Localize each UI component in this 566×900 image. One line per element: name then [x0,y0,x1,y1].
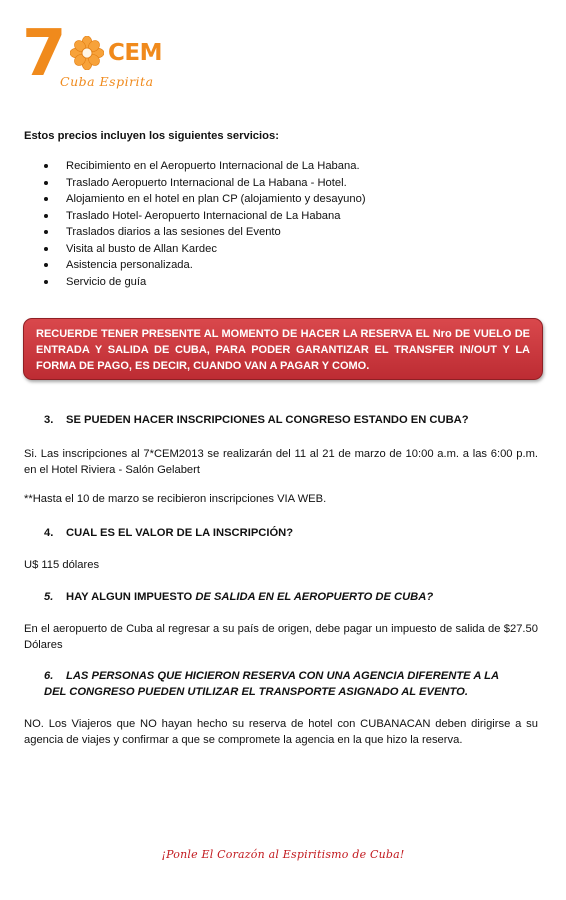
services-list [40,158,366,290]
footer-slogan: ¡Ponle El Corazón al Espiritismo de Cuba! [161,848,405,861]
list-item: Alojamiento en el hotel en plan CP (alojamiento y desayuno) [40,191,366,208]
reservation-notice: RECUERDE TENER PRESENTE AL MOMENTO DE HACER LA RESERVA EL Nro DE VUELO DE ENTRADA Y SALIDA DE CUBA, PARA PODER GARANTIZAR EL TRANSFER IN/OUT Y LA FORMA DE PAGO, ES DECIR, CUANDO VAN A PAGAR Y COMO. [23,318,543,380]
intro-heading: Estos precios incluyen los siguientes servicios: [24,130,279,142]
question-4-heading [44,525,293,541]
question-number: 3. [44,414,54,426]
list-item: Asistencia personalizada. [40,257,366,274]
question-text: SE PUEDEN HACER INSCRIPCIONES AL CONGRESO ESTANDO EN CUBA? [66,414,469,426]
answer-6-paragraph: NO. Los Viajeros que NO hayan hecho su reserva de hotel con CUBANACAN deben dirigirse a su agencia de viajes y confirmar a que se compromete la agencia en la que hizo la reserva. [24,718,538,746]
answer-3-paragraph: Si. Las inscripciones al 7*CEM2013 se realizarán del 11 al 21 de marzo de 10:00 a.m. a las 6:00 p.m. en el Hotel Riviera - Salón Gelabert [24,448,538,476]
question-text: CUAL ES EL VALOR DE LA INSCRIPCIÓN? [66,527,294,539]
question-5-heading [44,589,433,605]
list-item: Recibimiento en el Aeropuerto Internacional de La Habana. [40,158,366,175]
list-item: Servicio de guía [40,274,366,291]
logo [22,17,162,100]
answer-3-note: **Hasta el 10 de marzo se recibieron inscripciones VIA WEB. [24,493,327,505]
logo-tagline: Cuba Espirita [60,74,154,89]
list-item: Traslado Hotel- Aeropuerto Internacional de La Habana [40,208,366,225]
question-number: 5. [44,591,54,603]
question-number: 6. [44,670,54,682]
question-number: 4. [44,527,54,539]
question-text-plain: HAY ALGUN IMPUESTO [66,591,193,603]
question-3-heading [44,412,469,428]
list-item: Visita al busto de Allan Kardec [40,241,366,258]
answer-4-paragraph: U$ 115 dólares [24,559,100,571]
list-item: Traslado Aeropuerto Internacional de La Habana - Hotel. [40,175,366,192]
logo-name: CEM [108,40,162,66]
question-text-italic: DE SALIDA EN EL AEROPUERTO DE CUBA? [195,591,434,603]
question-text: LAS PERSONAS QUE HICIERON RESERVA CON UNA AGENCIA DIFERENTE A LA DEL CONGRESO PUEDEN UTILIZAR EL TRANSPORTE ASIGNADO AL EVENTO. [44,670,499,698]
logo-number: 7 [22,17,67,91]
flower-icon [70,36,104,70]
list-item: Traslados diarios a las sesiones del Evento [40,224,366,241]
question-6-heading [44,668,514,700]
answer-5-paragraph: En el aeropuerto de Cuba al regresar a su país de origen, debe pagar un impuesto de salida de $27.50 Dólares [24,623,538,651]
